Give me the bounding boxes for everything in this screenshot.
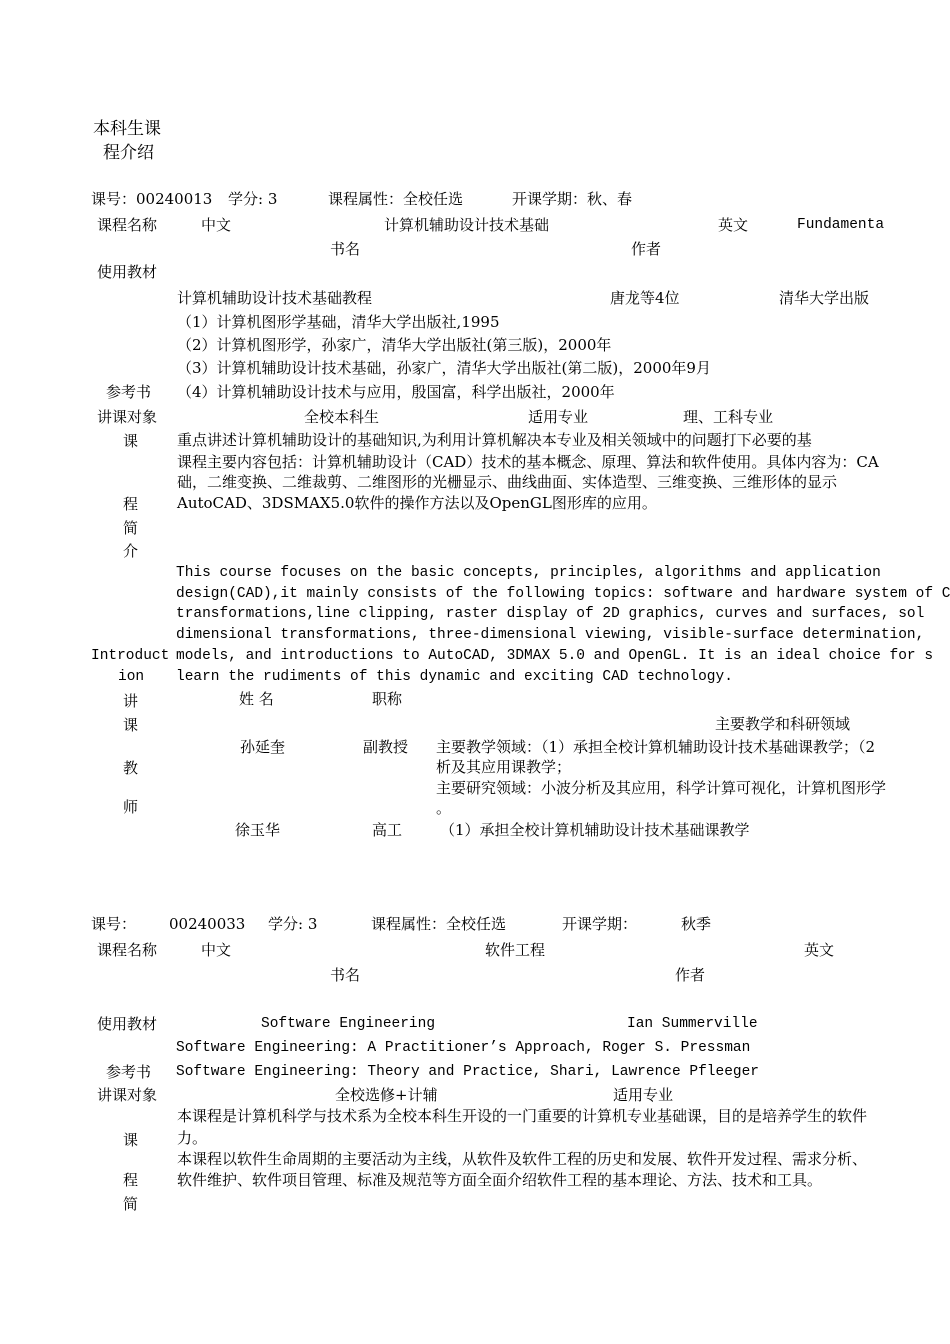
reference-label: 参考书	[106, 383, 152, 401]
teacher-area-line: 析及其应用课教学；	[436, 758, 572, 776]
course-name-chinese: 软件工程	[485, 941, 546, 959]
textbook-label: 使用教材	[97, 1015, 158, 1033]
teacher-name: 孙延奎	[240, 738, 286, 756]
teacher-title: 高工	[372, 821, 403, 839]
english-label: 英文	[718, 216, 749, 234]
teacher-area-line: （1）承担全校计算机辅助设计技术基础课教学	[440, 821, 750, 839]
major-value: 理、工科专业	[683, 408, 774, 426]
textbook-label: 使用教材	[97, 263, 158, 281]
course-number-label: 课号：	[91, 915, 137, 933]
audience-label: 讲课对象	[97, 1086, 158, 1104]
intro-label-char: 程	[123, 495, 139, 513]
audience-value: 全校选修+计辅	[335, 1086, 438, 1104]
intro-english-line: models, and introductions to AutoCAD, 3DMAX 5.0 and OpenGL. It is an ideal choice for s	[176, 648, 934, 664]
english-label: 英文	[804, 941, 835, 959]
introduction-label: Introduct	[91, 648, 170, 664]
course-name-label: 课程名称	[97, 216, 158, 234]
book-title-header: 书名	[330, 966, 361, 984]
course-credit: 学分: 3	[228, 190, 278, 208]
intro-label-char: 课	[123, 432, 139, 450]
reference-item: Software Engineering: A Practitioner’s Approach, Roger S. Pressman	[176, 1040, 751, 1056]
intro-chinese-line: AutoCAD、3DSMAX5.0软件的操作方法以及OpenGL图形库的应用。	[177, 494, 657, 512]
intro-label-char: 简	[123, 1195, 139, 1213]
course-name-label: 课程名称	[97, 941, 158, 959]
intro-label-char: 介	[123, 542, 139, 560]
intro-english-line: design(CAD),it mainly consists of the following topics: software and hardware system of C	[176, 586, 950, 602]
textbook-author: Ian Summerville	[627, 1016, 758, 1032]
intro-label-char: 简	[123, 519, 139, 537]
major-label: 适用专业	[613, 1086, 674, 1104]
audience-value: 全校本科生	[304, 408, 380, 426]
book-title-header: 书名	[330, 240, 361, 258]
intro-english-line: This course focuses on the basic concepts, principles, algorithms and application	[176, 565, 881, 581]
course-name-chinese: 计算机辅助设计技术基础	[384, 216, 550, 234]
reference-item: （1）计算机图形学基础，清华大学出版社,1995	[177, 313, 500, 331]
reference-item: （4）计算机辅助设计技术与应用，殷国富，科学出版社，2000年	[177, 383, 615, 401]
course-semester-label: 开课学期：	[562, 915, 638, 933]
author-header: 作者	[675, 966, 706, 984]
page-title-line2: 程介绍	[103, 143, 154, 163]
major-label: 适用专业	[528, 408, 589, 426]
intro-chinese-line: 课程主要内容包括：计算机辅助设计（CAD）技术的基本概念、原理、算法和软件使用。具体内容为：CA	[177, 453, 879, 471]
author-header: 作者	[631, 240, 662, 258]
course-semester: 开课学期：秋、春	[512, 190, 633, 208]
teacher-label-char: 教	[123, 759, 139, 777]
chinese-label: 中文	[201, 216, 232, 234]
reference-item: （3）计算机辅助设计技术基础，孙家广，清华大学出版社(第二版)，2000年9月	[177, 359, 711, 377]
teacher-area-header: 主要教学和科研领域	[715, 715, 851, 733]
course-name-english: Fundamenta	[797, 217, 885, 233]
intro-label-char: 程	[123, 1171, 139, 1189]
teacher-title-header: 职称	[372, 690, 403, 708]
teacher-area-line: 主要研究领域：小波分析及其应用，科学计算可视化，计算机图形学	[436, 779, 887, 797]
textbook-publisher: 清华大学出版	[779, 289, 870, 307]
course-number: 课号：00240013	[91, 190, 213, 208]
course-attribute: 课程属性：全校任选	[328, 190, 464, 208]
introduction-label: ion	[118, 669, 145, 685]
intro-label-char: 课	[123, 1131, 139, 1149]
textbook-title: 计算机辅助设计技术基础教程	[177, 289, 373, 307]
teacher-label-char: 课	[123, 716, 139, 734]
textbook-author: 唐龙等4位	[610, 289, 680, 307]
intro-chinese-line: 本课程是计算机科学与技术系为全校本科生开设的一门重要的计算机专业基础课，目的是培养学生的软件	[177, 1107, 868, 1125]
teacher-label-char: 讲	[123, 692, 139, 710]
teacher-area-line: 。	[436, 799, 452, 817]
intro-chinese-line: 础，二维变换、二维裁剪、二维图形的光栅显示、曲线曲面、实体造型、三维变换、三维形体的显示	[177, 473, 838, 491]
reference-item: （2）计算机图形学，孙家广，清华大学出版社(第三版)，2000年	[177, 336, 612, 354]
intro-english-line: dimensional transformations, three-dimensional viewing, visible-surface determination,	[176, 627, 925, 643]
teacher-area-line: 主要教学领域：（1）承担全校计算机辅助设计技术基础课教学；（2	[436, 738, 876, 756]
chinese-label: 中文	[201, 941, 232, 959]
intro-english-line: transformations,line clipping, raster display of 2D graphics, curves and surfaces, sol	[176, 606, 925, 622]
course-semester: 秋季	[681, 915, 712, 933]
course-credit: 学分: 3	[268, 915, 318, 933]
page-title-line1: 本科生课	[93, 119, 161, 139]
textbook-title: Software Engineering	[261, 1016, 436, 1032]
intro-chinese-line: 力。	[177, 1129, 208, 1147]
course-attribute: 课程属性：全校任选	[371, 915, 507, 933]
audience-label: 讲课对象	[97, 408, 158, 426]
teacher-title: 副教授	[363, 738, 409, 756]
course-number: 00240033	[169, 915, 246, 933]
teacher-name: 徐玉华	[235, 821, 281, 839]
intro-chinese-line: 重点讲述计算机辅助设计的基础知识,为利用计算机解决本专业及相关领域中的问题打下必要的基	[177, 431, 812, 449]
teacher-label-char: 师	[123, 798, 139, 816]
reference-item: Software Engineering: Theory and Practice, Shari, Lawrence Pfleeger	[176, 1064, 759, 1080]
teacher-name-header: 姓 名	[239, 690, 274, 708]
intro-chinese-line: 软件维护、软件项目管理、标准及规范等方面全面介绍软件工程的基本理论、方法、技术和工具。	[177, 1171, 823, 1189]
intro-chinese-line: 本课程以软件生命周期的主要活动为主线，从软件及软件工程的历史和发展、软件开发过程、需求分析、	[177, 1150, 868, 1168]
intro-english-line: learn the rudiments of this dynamic and exciting CAD technology.	[176, 669, 733, 685]
reference-label: 参考书	[106, 1063, 152, 1081]
